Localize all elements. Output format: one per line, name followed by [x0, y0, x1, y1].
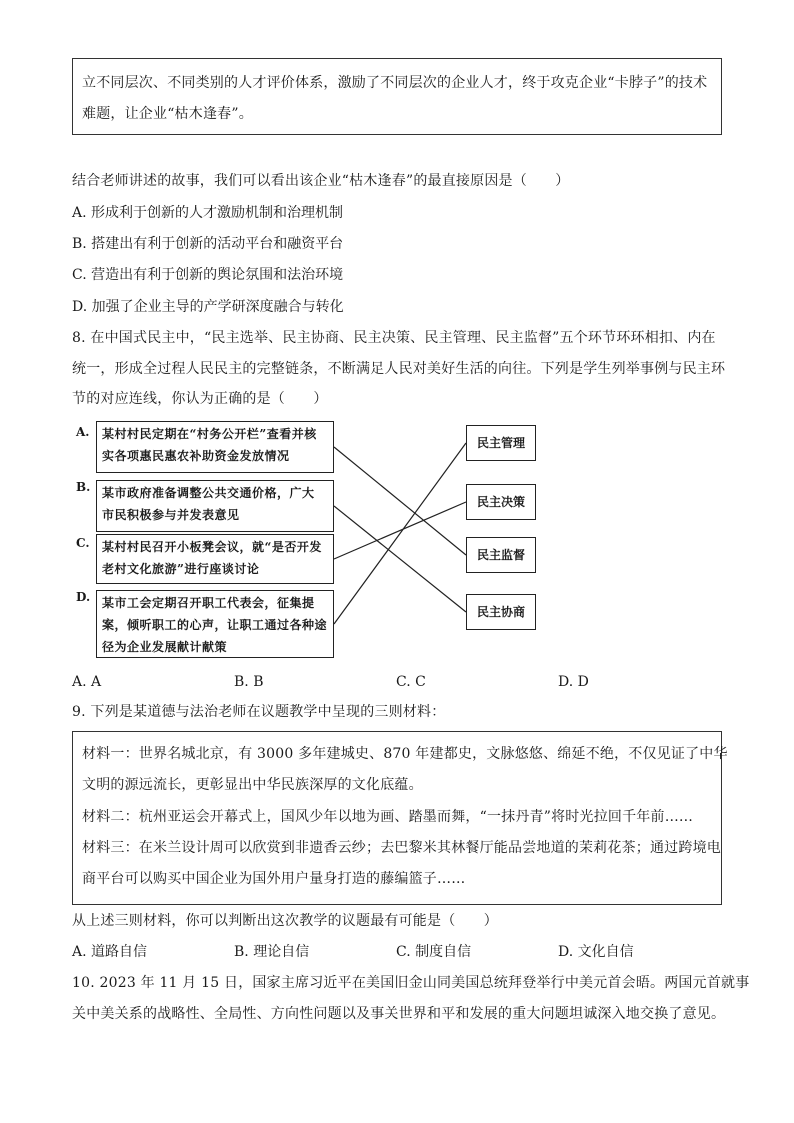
material-1-line-1: 材料一：世界名城北京，有 3000 多年建城史、870 年建都史，文脉悠悠、绵延不绝，不仅见证了中华: [82, 746, 728, 762]
question-8-option-c[interactable]: C. C: [396, 674, 426, 690]
example-box-d: [96, 590, 334, 658]
question-8-stem-line-1: 8. 在中国式民主中，“民主选举、民主协商、民主决策、民主管理、民主监督”五个环节环环相扣、内在: [72, 330, 716, 346]
question-7-option-c[interactable]: C. 营造出有利于创新的舆论氛围和法治环境: [72, 267, 344, 283]
line-d-to-management: [334, 443, 466, 624]
example-box-b: [96, 480, 334, 532]
question-7-option-a[interactable]: A. 形成利于创新的人才激励机制和治理机制: [72, 205, 344, 221]
material-top-line-1: 立不同层次、不同类别的人才评价体系，激励了不同层次的企业人才，终于攻克企业“卡脖子”的技术: [82, 75, 708, 91]
question-8-option-b[interactable]: B. B: [234, 674, 264, 690]
line-a-to-supervision: [334, 447, 466, 555]
question-10-line-1: 10. 2023 年 11 月 15 日，国家主席习近平在美国旧金山同美国总统拜登举行中美元首会晤。两国元首就事: [72, 975, 750, 991]
question-9-option-c[interactable]: C. 制度自信: [396, 944, 472, 960]
question-10-line-2: 关中美关系的战略性、全局性、方向性问题以及事关世界和平和发展的重大问题坦诚深入地交换了意见。: [72, 1006, 726, 1022]
link-box-consultation: 民主协商: [466, 594, 536, 630]
example-b-line-2: 市民积极参与并发表意见: [102, 508, 240, 522]
link-box-decision: 民主决策: [466, 484, 536, 520]
material-top-line-2: 难题，让企业“枯木逢春”。: [82, 106, 253, 122]
question-9-option-a[interactable]: A. 道路自信: [72, 944, 148, 960]
material-1-line-2: 文明的源远流长，更彰显出中华民族深厚的文化底蕴。: [82, 777, 423, 793]
question-9-stem: 9. 下列是某道德与法治老师在议题教学中呈现的三则材料：: [72, 704, 446, 720]
question-7-stem: 结合老师讲述的故事，我们可以看出该企业“枯木逢春”的最直接原因是（ ）: [72, 173, 570, 189]
diagram-label-a: A.: [76, 425, 90, 439]
question-8-stem-line-2: 统一，形成全过程人民民主的完整链条，不断满足人民对美好生活的向往。下列是学生列举事例与民主环: [72, 361, 726, 377]
material-3-line-1: 材料三：在米兰设计周可以欣赏到非遗香云纱；去巴黎米其林餐厅能品尝地道的茉莉花茶；通过跨境电: [82, 840, 721, 856]
example-box-a: [96, 421, 334, 473]
example-d-line-2: 案，倾听职工的心声，让职工通过各种途: [102, 618, 328, 632]
diagram-label-b: B.: [76, 480, 91, 494]
example-c-line-1: 某村村民召开小板凳会议，就“是否开发: [102, 540, 322, 554]
example-c-line-2: 老村文化旅游”进行座谈讨论: [102, 562, 260, 576]
question-8-option-d[interactable]: D. D: [558, 674, 589, 690]
line-b-to-consultation: [334, 506, 466, 612]
question-8-stem-line-3: 节的对应连线，你认为正确的是（ ）: [72, 391, 328, 407]
example-b-line-1: 某市政府准备调整公共交通价格，广大: [102, 486, 315, 500]
example-a-line-2: 实各项惠民惠农补助资金发放情况: [102, 449, 290, 463]
line-c-to-decision: [334, 502, 466, 559]
question-8-option-a[interactable]: A. A: [72, 674, 102, 690]
material-2: 材料二：杭州亚运会开幕式上，国风少年以地为画、踏墨而舞，“一抹丹青”将时光拉回千年前……: [82, 809, 694, 825]
question-9-question: 从上述三则材料，你可以判断出这次教学的议题最有可能是（ ）: [72, 913, 498, 929]
example-a-line-1: 某村村民定期在“村务公开栏”查看并核: [102, 427, 317, 441]
example-d-line-3: 径为企业发展献计献策: [102, 640, 228, 654]
question-9-option-d[interactable]: D. 文化自信: [558, 944, 634, 960]
example-box-c: [96, 534, 334, 584]
material-3-line-2: 商平台可以购买中国企业为国外用户量身打造的藤编篮子……: [82, 871, 466, 887]
question-7-option-b[interactable]: B. 搭建出有利于创新的活动平台和融资平台: [72, 236, 344, 252]
link-box-management: 民主管理: [466, 425, 536, 461]
example-d-line-1: 某市工会定期召开职工代表会，征集提: [102, 596, 315, 610]
link-box-supervision: 民主监督: [466, 537, 536, 573]
question-7-option-d[interactable]: D. 加强了企业主导的产学研深度融合与转化: [72, 299, 344, 315]
question-9-option-b[interactable]: B. 理论自信: [234, 944, 310, 960]
diagram-label-d: D.: [76, 590, 91, 604]
diagram-label-c: C.: [76, 536, 90, 550]
